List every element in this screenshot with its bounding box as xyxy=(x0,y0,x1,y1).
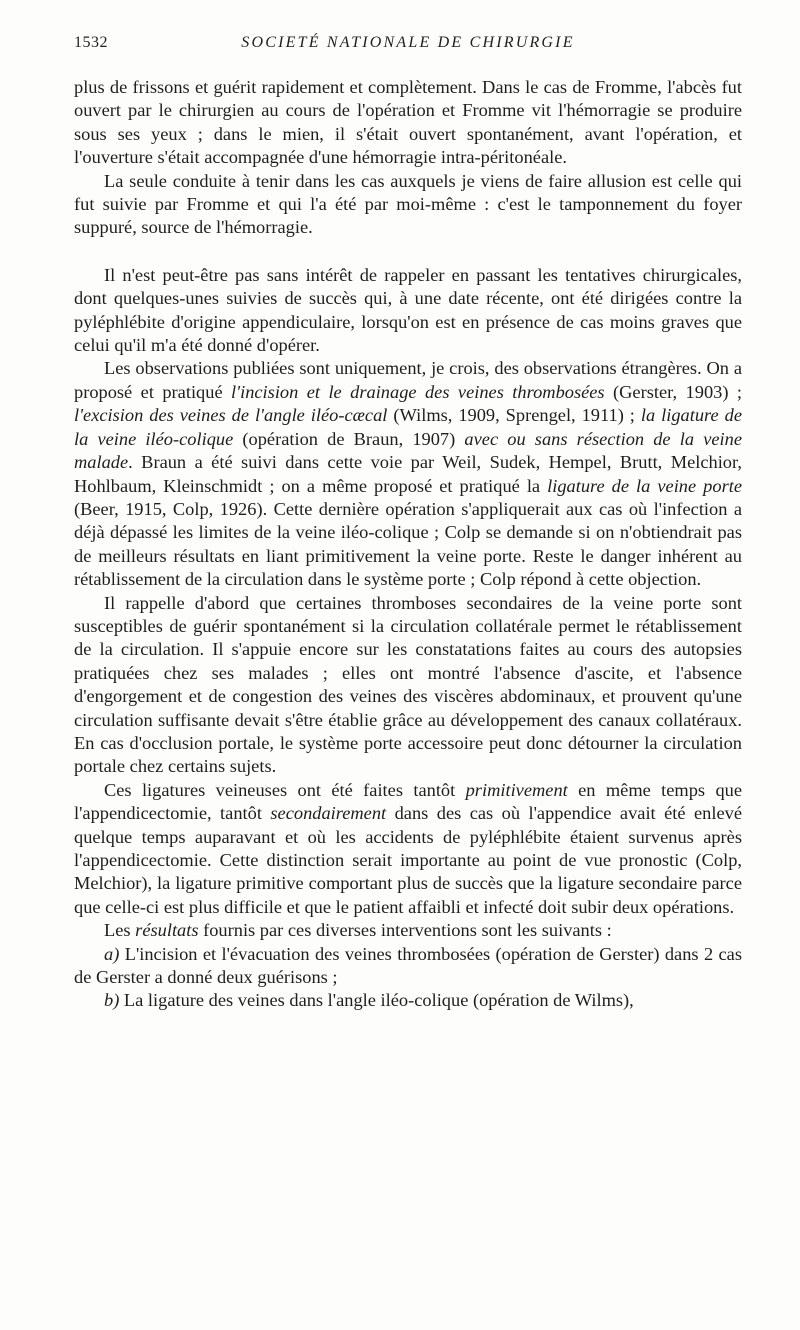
running-title: SOCIETÉ NATIONALE DE CHIRURGIE xyxy=(241,34,575,51)
list-item-a xyxy=(74,943,742,990)
paragraph-text: Il n'est peut-être pas sans intérêt de rappeler en passant les tentatives chirurgicales, dont quelques-unes suivies de succès qui, à une date récente, ont été dirigées contre la pyléphlébite d'origine appendiculaire, lorsqu'on est en présence de cas moins graves que celui qu'il m'a été donné d'opérer. xyxy=(74,264,742,356)
italic-run: secondairement xyxy=(270,803,387,824)
italic-run: avec ou sans résection de la veine malade xyxy=(74,428,743,473)
text-run: dans des cas où l'appendice avait été enlevé quelque temps auparavant et où les accidents de pyléphlébite étaient survenus après l'appendicectomie. Cette distinction serait importante au point de vue pronostic (Colp, Melchior), la ligature primitive comportant plus de succès que la ligature secondaire parce que celle-ci est plus difficile et que le patient affaibli et infecté doit subir deux opérations. xyxy=(74,803,742,917)
text-run: en même temps que l'appendicectomie, tantôt xyxy=(74,779,742,824)
page-number: 1532 xyxy=(74,34,108,51)
text-run: (Beer, 1915, Colp, 1926). Cette dernière opération s'appliquerait aux cas où l'infection a déjà dépassé les limites de la veine iléo-colique ; Colp se demande si on n'obtiendrait pas de meilleurs résultats en liant primitivement la veine porte. Reste le danger inhérent au rétablissement de la circulation dans le système porte ; Colp répond à cette objection. xyxy=(74,498,742,590)
list-item-text: La ligature des veines dans l'angle iléo-colique (opération de Wilms), xyxy=(119,990,634,1011)
paragraph-continuation xyxy=(74,76,742,170)
paragraph-rappelle xyxy=(74,592,742,779)
italic-run: l'excision des veines de l'angle iléo-cæcal xyxy=(74,405,388,426)
italic-run: la ligature de la veine iléo-colique xyxy=(74,405,742,449)
italic-run: primitivement xyxy=(465,779,568,800)
italic-run: résultats xyxy=(135,920,199,941)
paragraph-text: plus de frissons et guérit rapidement et complètement. Dans le cas de Fromme, l'abcès fut ouvert par le chirurgien au cours de l'opération et Fromme vit l'hémorragie se produire sous ses yeux ; dans le mien, il s'était ouvert spontanément, avant l'opération, et l'ouverture s'était accompagnée d'une hémorragie intra-péritonéale. xyxy=(74,77,742,168)
paragraph-text: La seule conduite à tenir dans les cas auxquels je viens de faire allusion est celle qui fut suivie par Fromme et qui l'a été par moi-même : c'est le tamponnement du foyer suppuré, source de l'hémorragie. xyxy=(74,170,742,238)
text-run: (opération de Braun, 1907) xyxy=(233,428,465,449)
text-run: Ces ligatures veineuses ont été faites tantôt xyxy=(104,779,466,800)
text-run: . Braun a été suivi dans cette voie par Weil, Sudek, Hempel, Brutt, Melchior, Hohlbaum, Kleinschmidt ; on a même proposé et pratiqué la xyxy=(74,452,742,496)
list-item-b xyxy=(74,989,742,1012)
text-run: fournis par ces diverses interventions sont les suivants : xyxy=(198,920,612,941)
text-run: (Wilms, 1909, Sprengel, 1911) ; xyxy=(387,405,641,426)
page-header xyxy=(74,34,742,58)
paragraph-ligatures xyxy=(74,779,742,919)
paragraph-tentatives xyxy=(74,264,742,358)
text-run: Les xyxy=(104,920,136,941)
article-body xyxy=(74,76,742,1013)
list-marker: b) xyxy=(104,990,120,1011)
italic-run: l'incision et le drainage des veines thrombosées xyxy=(231,381,605,402)
text-run: (Gerster, 1903) ; xyxy=(604,381,743,402)
text-run: Les observations publiées sont uniquement, je crois, des observations étrangères. On a proposé et pratiqué xyxy=(74,358,742,402)
list-item-text: L'incision et l'évacuation des veines thrombosées (opération de Gerster) dans 2 cas de Gerster a donné deux guérisons ; xyxy=(74,943,742,988)
paragraph-text: Il rappelle d'abord que certaines thromboses secondaires de la veine porte sont susceptibles de guérir spontanément si la circulation collatérale permet le rétablissement de la circulation. Il s'appuie encore sur les constatations faites au cours des autopsies pratiquées chez ses malades ; elles ont montré l'absence d'ascite, et l'absence d'engorgement et de congestion des veines des viscères abdominaux, et prouvent qu'une circulation suffisante devait s'être établie grâce au développement des canaux collatéraux. En cas d'occlusion portale, le système porte accessoire peut donc détourner la circulation portale chez certains sujets. xyxy=(74,592,742,777)
paragraph-observations xyxy=(74,357,742,591)
paragraph-conduite xyxy=(74,170,742,240)
list-marker: a) xyxy=(104,943,120,964)
paragraph-resultats xyxy=(74,919,742,942)
italic-run: ligature de la veine porte xyxy=(547,475,742,496)
